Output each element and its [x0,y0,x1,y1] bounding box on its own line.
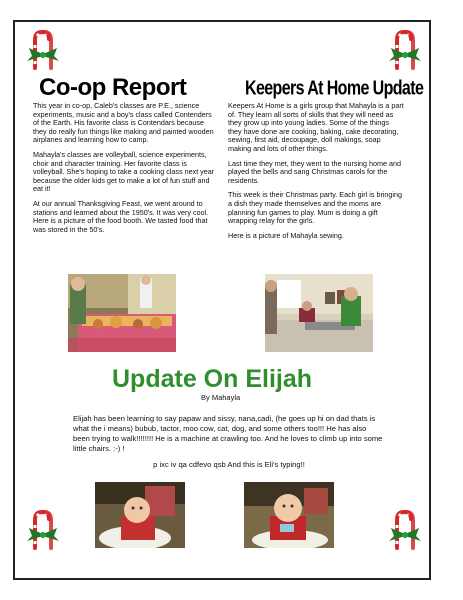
keepers-update-title: Keepers At Home Update [245,78,424,100]
coop-report-title: Co-op Report [39,74,187,101]
elijah-photo-right [244,482,334,548]
elijah-typing-line: p ixc iv qa cdfevo qsb And this is Eli's typing!! [153,460,305,469]
elijah-byline: By Mahayla [201,393,241,402]
elijah-update-body [73,414,385,470]
candy-cane-bow-icon [23,28,63,72]
mahayla-sewing-photo [265,274,373,352]
candy-cane-bow-icon [385,28,425,72]
candy-cane-bow-icon [23,508,63,552]
elijah-photo-left [95,482,185,548]
elijah-paragraph: Elijah has been learning to say papaw and sissy, nana,cadi, (he goes up hi on dad thats is what the i means) bubub, tactor, moo cow, cat, dog, and some others too!!! He has also been trying to walk!!!!!!!! He is a machine at crawling too. And he loves to climb up into some little chairs. :-) ! [73,414,383,453]
keepers-update-body [228,102,404,246]
elijah-update-title: Update On Elijah [112,365,313,393]
coop-report-body [33,102,215,240]
coop-paragraph: Mahayla's classes are volleyball, science experiments, choir and character training. Her favorite class is volleyball. She's hoping to take a cooking class next year because the older kids get to make a lot of fun stuff and eat it! [33,149,215,194]
coop-paragraph: At our annual Thanksgiving Feast, we went around to stations and learned about the 1950's. It was very cool. Here is a picture of the food booth. We tasted food that was stored in the 50's. [33,198,209,234]
newsletter-page [13,20,431,580]
keepers-paragraph: Here is a picture of Mahayla sewing. [228,230,344,240]
keepers-paragraph: This week is their Christmas party. Each girl is bringing a dish they made themselves and the moms are planning fun games to play. Mum is doing a gift wrapping relay for the girls. [228,190,403,226]
coop-paragraph: This year in co-op, Caleb's classes are P.E., science experiments, music and a boy's class called Contenders of the Earth. His favorite class is Contendars because they do really fun things like making and painted wooden airplanes and learning how to camp. [33,101,214,145]
keepers-paragraph: Last time they met, they went to the nursing home and played the bells and sang Christmas carols for the residents. [228,158,401,185]
candy-cane-bow-icon [385,508,425,552]
keepers-paragraph: Keepers At Home is a girls group that Mahayla is a part of. They learn all sorts of skills that they will need as they grow up into young ladies. Some of the things they have done are cooking, baking, cake decorating, sewing, first aid, decoupage, doll makings, soap making and lots of other things. [228,101,404,153]
food-booth-photo [68,274,176,352]
